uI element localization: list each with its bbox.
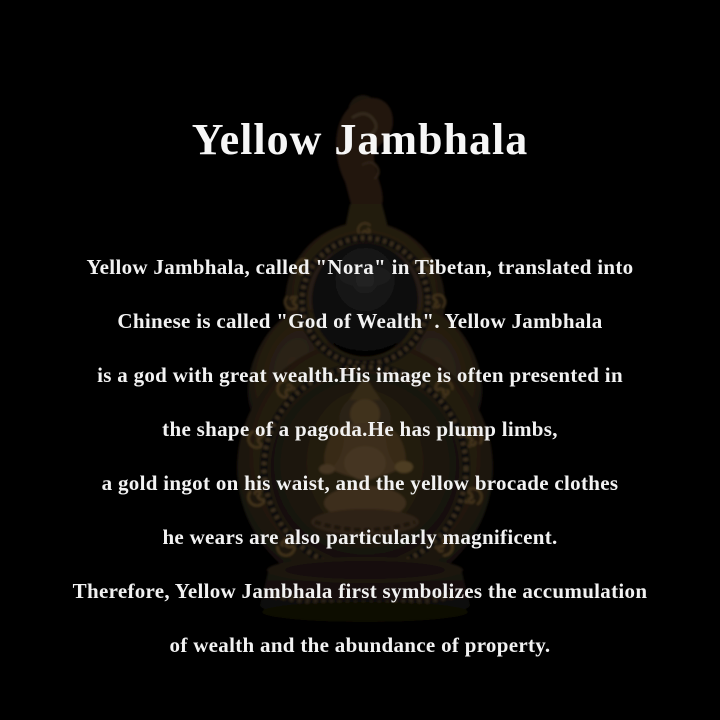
description-line-3: is a god with great wealth.His image is often presented in (97, 363, 623, 387)
description-line-5: a gold ingot on his waist, and the yellow brocade clothes (101, 471, 619, 495)
description-text (0, 240, 720, 672)
page-title: Yellow Jambhala (191, 115, 529, 164)
description-line-1: Yellow Jambhala, called "Nora" in Tibetan, translated into (86, 255, 634, 279)
description-line-7: Therefore, Yellow Jambhala first symbolizes the accumulation (72, 579, 648, 603)
description-line-4: the shape of a pagoda.He has plump limbs, (162, 417, 558, 441)
description-line-8: of wealth and the abundance of property. (169, 633, 551, 657)
description-line-2: Chinese is called "God of Wealth". Yellow Jambhala (117, 309, 603, 333)
description-line-6: he wears are also particularly magnificent. (162, 525, 558, 549)
